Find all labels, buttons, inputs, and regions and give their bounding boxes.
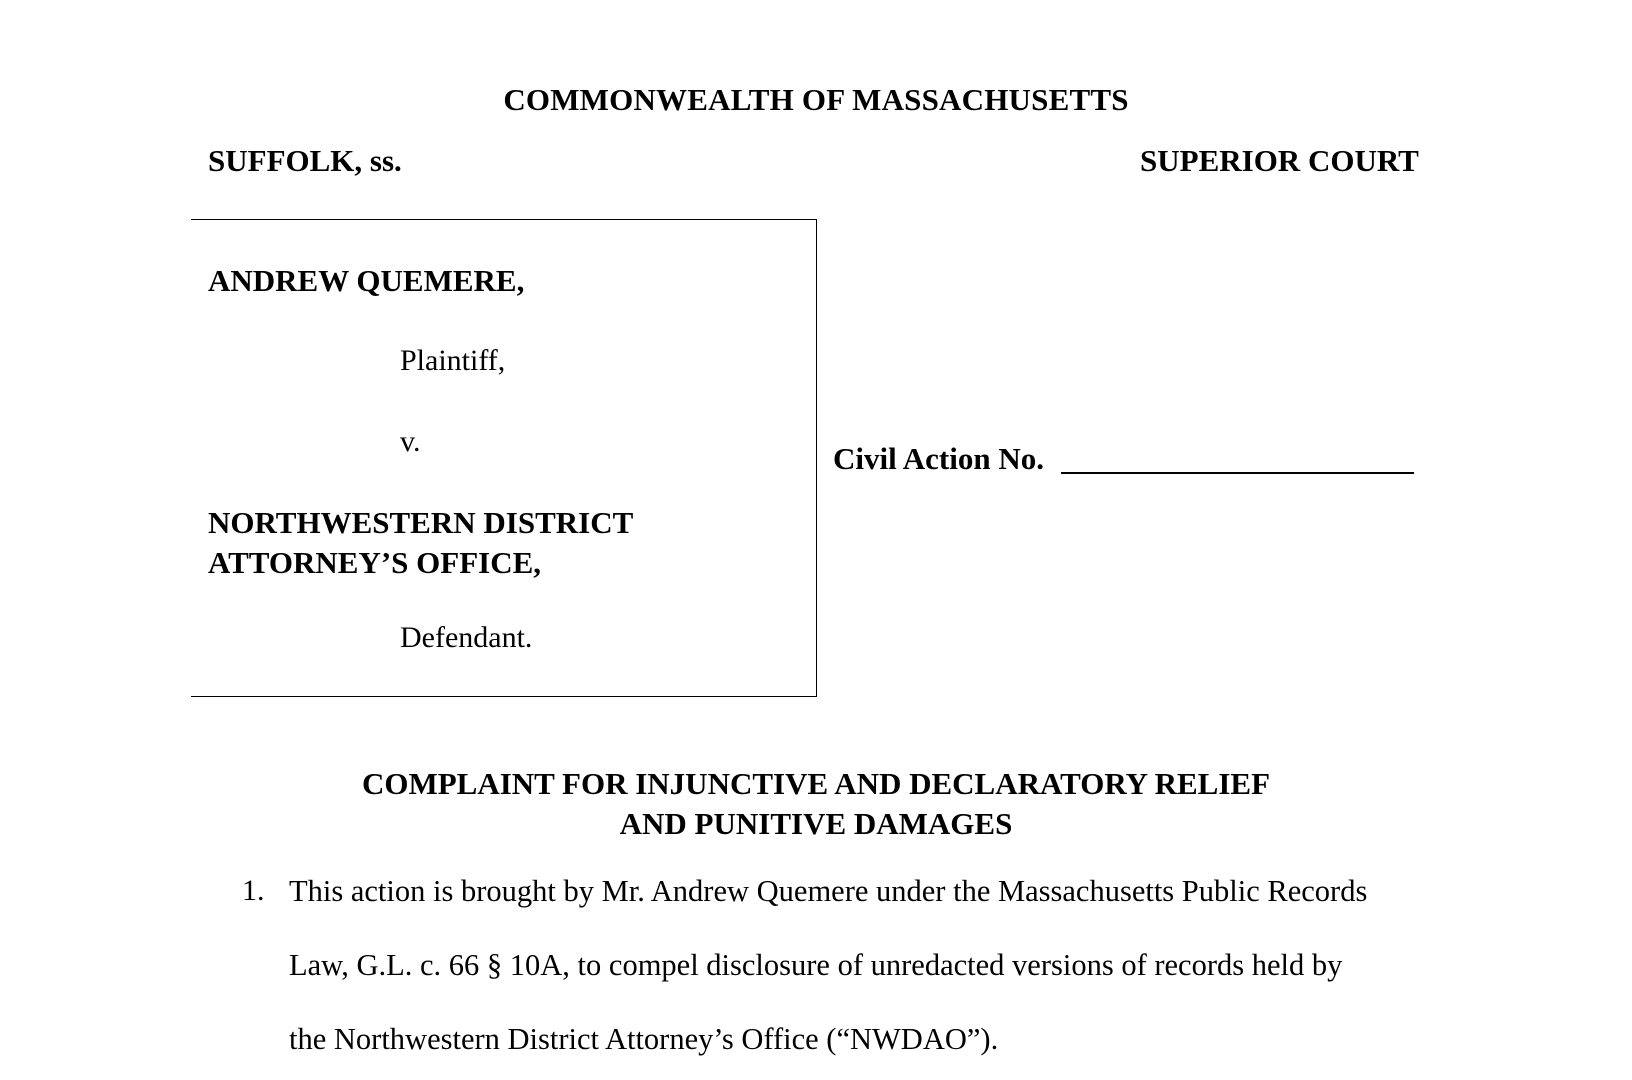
defendant-name-line-1: NORTHWESTERN DISTRICT [208,505,634,540]
complaint-title-line-1: COMPLAINT FOR INJUNCTIVE AND DECLARATORY RELIEF [361,766,1271,801]
complaint-title-line-2: AND PUNITIVE DAMAGES [619,806,1013,841]
defendant-name-line-2: ATTORNEY’S OFFICE, [208,545,542,580]
civil-action-label: Civil Action No. [833,441,1044,476]
paragraph-line: This action is brought by Mr. Andrew Quemere under the Massachusetts Public Records [289,874,1368,908]
paragraph-line: the Northwestern District Attorney’s Office (“NWDAO”). [289,1022,999,1056]
plaintiff-role: Plaintiff, [400,344,506,377]
court-heading: SUPERIOR COURT [1140,143,1419,178]
state-heading: COMMONWEALTH OF MASSACHUSETTS [503,82,1129,117]
defendant-name [208,503,808,583]
complaint-title [0,764,1632,844]
plaintiff-name: ANDREW QUEMERE, [208,263,525,298]
paragraph-number: 1. [242,874,265,907]
versus-label: v. [400,425,421,458]
paragraph-line: Law, G.L. c. 66 § 10A, to compel disclosure of unredacted versions of records held by [289,948,1343,982]
defendant-role: Defendant. [400,621,533,654]
county-heading: SUFFOLK, ss. [208,143,402,178]
civil-action-number-blank [1061,472,1414,474]
